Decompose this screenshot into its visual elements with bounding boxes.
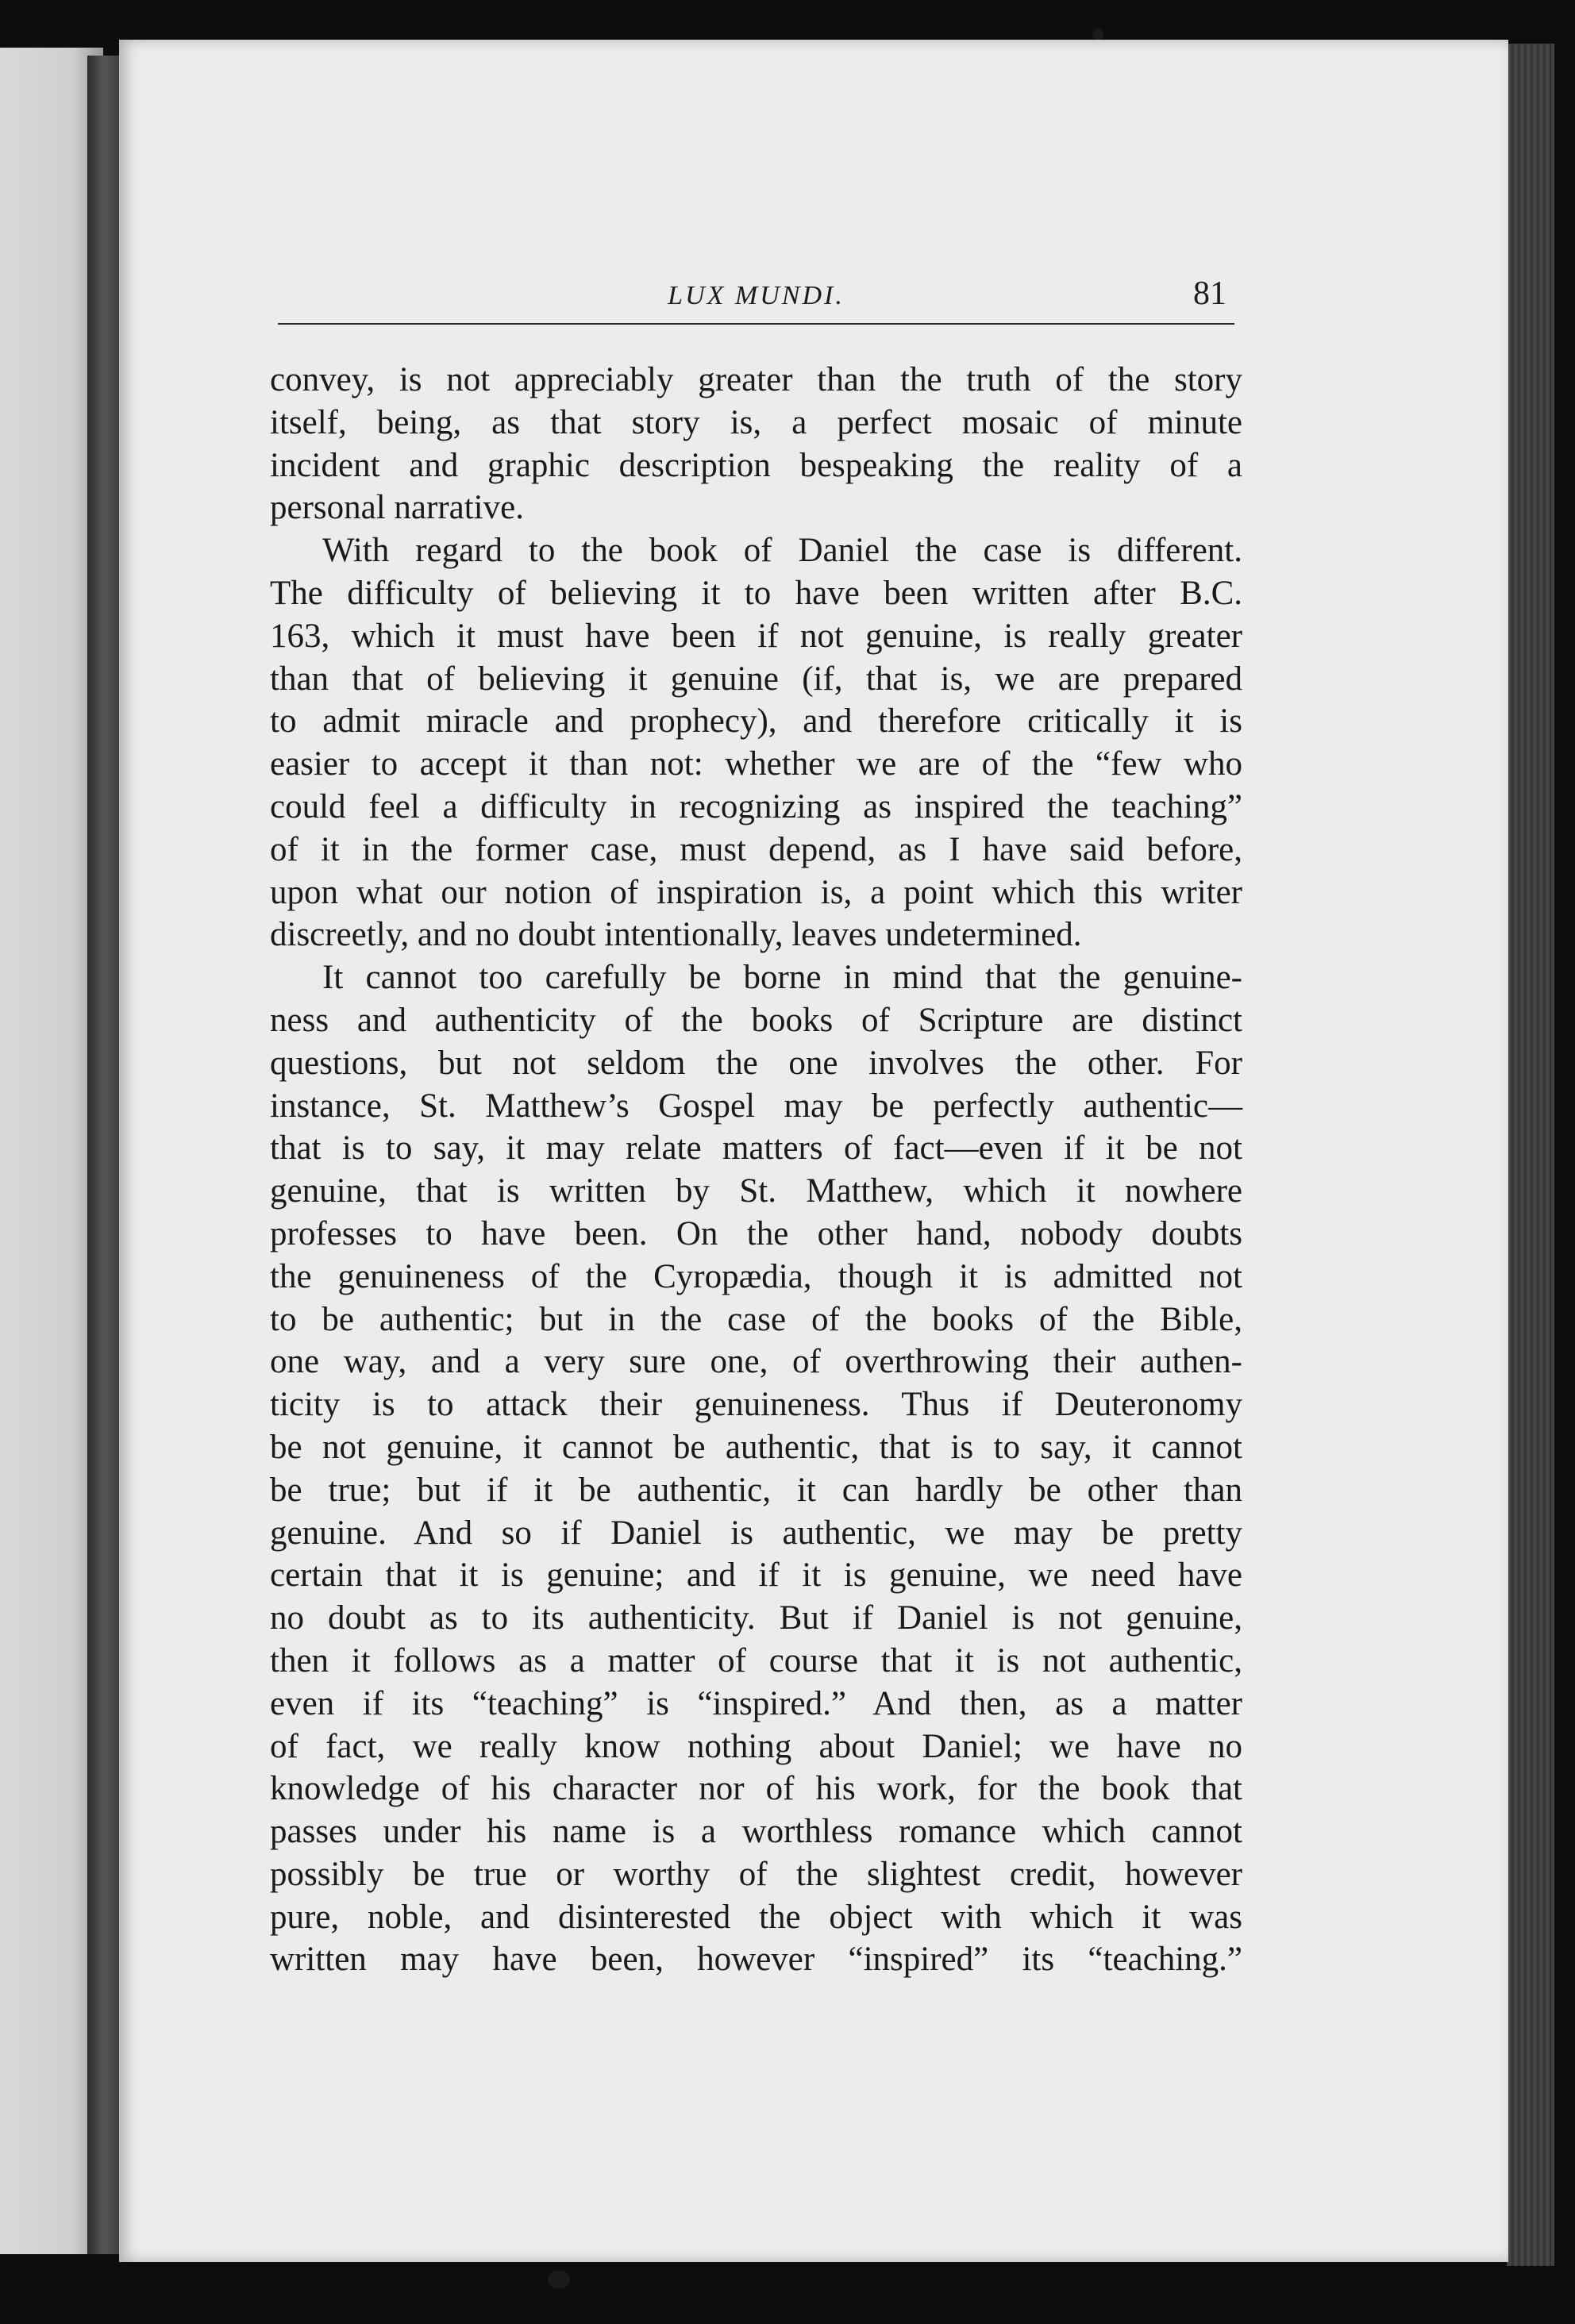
text-line: could feel a difficulty in recognizing as inspired the teaching”	[270, 787, 1242, 825]
text-line: itself, being, as that story is, a perfect mosaic of minute	[270, 403, 1242, 441]
text-line: possibly be true or worthy of the slightest credit, however	[270, 1855, 1242, 1893]
text-line: genuine, that is written by St. Matthew, which it nowhere	[270, 1172, 1242, 1210]
text-line: upon what our notion of inspiration is, a point which this writer	[270, 873, 1242, 911]
text-line: of fact, we really know nothing about Daniel; we have no	[270, 1727, 1242, 1765]
text-line: incident and graphic description bespeaking the reality of a	[270, 446, 1242, 484]
text-line: no doubt as to its authenticity. But if Daniel is not genuine,	[270, 1599, 1242, 1637]
text-line: convey, is not appreciably greater than the truth of the story	[270, 361, 1242, 398]
text-line: easier to accept it than not: whether we are of the “few who	[270, 745, 1242, 783]
text-line: 163, which it must have been if not genuine, is really greater	[270, 617, 1242, 655]
text-line: knowledge of his character nor of his work, for the book that	[270, 1770, 1242, 1808]
text-line: then it follows as a matter of course that it is not authentic,	[270, 1641, 1242, 1680]
text-line: even if its “teaching” is “inspired.” And then, as a matter	[270, 1684, 1242, 1722]
text-line: ticity is to attack their genuineness. Thus if Deuteronomy	[270, 1386, 1242, 1424]
text-line: be true; but if it be authentic, it can hardly be other than	[270, 1471, 1242, 1509]
running-head: LUX MUNDI.	[668, 281, 845, 310]
text-line: written may have been, however “inspired” its “teaching.”	[270, 1941, 1242, 1979]
page-stack-edge	[1507, 44, 1554, 2266]
scan-speck	[548, 2270, 570, 2289]
text-line: that is to say, it may relate matters of fact—even if it be not	[270, 1129, 1242, 1168]
text-line: It cannot too carefully be borne in mind that the genuine-	[322, 959, 1242, 997]
text-line: instance, St. Matthew’s Gospel may be perfectly authentic—	[270, 1087, 1242, 1125]
page-header	[278, 275, 1234, 322]
text-line: the genuineness of the Cyropædia, though it is admitted not	[270, 1257, 1242, 1295]
text-line: certain that it is genuine; and if it is genuine, we need have	[270, 1556, 1242, 1595]
text-line: ness and authenticity of the books of Scripture are distinct	[270, 1001, 1242, 1039]
text-line: pure, noble, and disinterested the object with which it was	[270, 1898, 1242, 1936]
text-line: professes to have been. On the other hand, nobody doubts	[270, 1214, 1242, 1252]
text-line: questions, but not seldom the one involves the other. For	[270, 1044, 1242, 1082]
text-line: be not genuine, it cannot be authentic, that is to say, it cannot	[270, 1428, 1242, 1466]
scan-speck	[1092, 29, 1103, 40]
header-rule	[278, 323, 1234, 325]
page-number: 81	[1193, 275, 1226, 312]
text-line: personal narrative.	[270, 489, 524, 527]
text-line: to be authentic; but in the case of the books of the Bible,	[270, 1300, 1242, 1338]
body-text	[270, 359, 1242, 1981]
text-line: than that of believing it genuine (if, that is, we are prepared	[270, 660, 1242, 698]
text-line: to admit miracle and prophecy), and therefore critically it is	[270, 702, 1242, 741]
text-line: discreetly, and no doubt intentionally, leaves undetermined.	[270, 916, 1082, 954]
text-line: genuine. And so if Daniel is authentic, we may be pretty	[270, 1514, 1242, 1552]
text-line: of it in the former case, must depend, as I have said before,	[270, 830, 1242, 868]
text-line: The difficulty of believing it to have been written after B.C.	[270, 574, 1242, 612]
text-line: With regard to the book of Daniel the case is different.	[322, 532, 1242, 570]
text-line: passes under his name is a worthless romance which cannot	[270, 1813, 1242, 1851]
text-line: one way, and a very sure one, of overthrowing their authen-	[270, 1343, 1242, 1381]
